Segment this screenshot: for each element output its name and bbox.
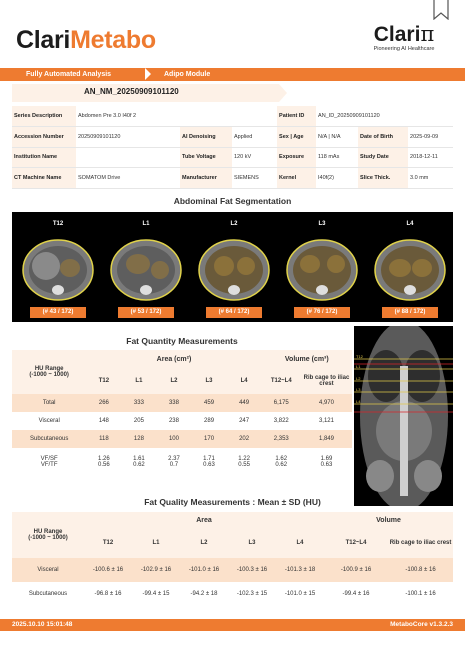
slice-thick-value: 3.0 mm: [408, 168, 453, 189]
ct-slice-image: [196, 234, 272, 306]
table-row: Visceral -100.6 ± 16 -102.9 ± 16 -101.0 ± 16 -100.3 ± 16 -101.3 ± 18 -100.9 ± 16 -100.8 ± 16: [12, 558, 453, 582]
volume-header: Volume: [376, 516, 401, 524]
tube-voltage-label: Tube Voltage: [180, 147, 232, 168]
volume-header: Volume (cm³): [284, 355, 329, 363]
software-version: MetaboCore v1.3.2.3: [390, 621, 453, 628]
ct-slice-image: [20, 234, 96, 306]
ct-slice-image: [284, 234, 360, 306]
slice-index: (# 76 / 172): [294, 307, 350, 318]
coronal-label-l2: L2: [356, 376, 361, 381]
coronal-label-l3: L3: [356, 387, 361, 392]
study-id-bar: [12, 84, 279, 102]
coronal-label-l1: L1: [356, 364, 361, 369]
patient-id-label: Patient ID: [277, 106, 316, 127]
brand-name: Clari: [373, 23, 421, 46]
brand-pi-symbol: π: [420, 22, 435, 46]
col-rib-iliac: Rib cage to iliac crest: [389, 540, 452, 546]
quality-title: Fat Quality Measurements : Mean ± SD (HU): [144, 497, 321, 507]
patient-id-value: AN_ID_20250909101120: [316, 106, 453, 127]
manufacturer-value: SIEMENS: [232, 168, 277, 189]
report-timestamp: 2025.10.10 15:01:48: [12, 621, 73, 628]
sex-age-value: N/A | N/A: [316, 127, 358, 148]
hu-range-header: HU Range (-1000 ~ 1000): [28, 529, 68, 541]
coronal-label-l4: L4: [356, 399, 361, 404]
logo-part1: Clari: [16, 26, 71, 54]
slice-label: L3: [318, 221, 326, 227]
bookmark-icon: [431, 0, 451, 20]
exposure-value: 118 mAs: [316, 147, 358, 168]
exposure-label: Exposure: [277, 147, 316, 168]
accession-label: Accession Number: [12, 127, 76, 148]
col-l3: L3: [205, 378, 213, 384]
slice-index: (# 53 / 172): [118, 307, 174, 318]
manufacturer-label: Manufacturer: [180, 168, 232, 189]
patient-info-grid: [12, 106, 453, 189]
coronal-body-image: [354, 326, 453, 506]
ct-slice-t12: [16, 216, 100, 320]
coronal-label-t12: T12: [356, 354, 363, 359]
col-t12: T12: [98, 378, 110, 384]
col-l4: L4: [240, 378, 248, 384]
slice-label: L2: [230, 221, 238, 227]
area-header: Area: [196, 516, 212, 524]
area-header: Area (cm²): [156, 355, 192, 363]
sex-age-label: Sex | Age: [277, 127, 316, 148]
ct-slice-l2: [192, 216, 276, 320]
ai-denoising-value: Applied: [232, 127, 277, 148]
col-rib-iliac: Rib cage to iliac crest: [303, 375, 350, 387]
dob-value: 2025-09-09: [408, 127, 453, 148]
col-t12-l4: T12~L4: [270, 378, 292, 384]
study-date-label: Study Date: [358, 147, 408, 168]
col-l1: L1: [135, 378, 143, 384]
col-l3: L3: [248, 540, 256, 546]
ct-slice-image: [372, 234, 448, 306]
table-row: Total 266 333 338 459 449 6,175 4,970: [12, 394, 352, 412]
report-footer: [0, 619, 465, 631]
brand-logo: [359, 22, 449, 52]
logo-part2: Metabo: [70, 26, 156, 54]
study-date-value: 2018-12-11: [408, 147, 453, 168]
ribbon-arrow-icon: [145, 68, 151, 80]
ratio-row: VF/SF VF/TF 1.26 0.56 1.61 0.62 2.37 0.7 1.71 0.63 1.22 0.55 1.62 0.62 1.69 0.63: [40, 456, 333, 468]
app-logo: [16, 26, 156, 55]
series-description-value: Abdomen Pre 3.0 I40f 2: [76, 106, 277, 127]
ct-machine-label: CT Machine Name: [12, 168, 76, 189]
col-t12-l4: T12~L4: [345, 540, 367, 546]
kernel-label: Kernel: [277, 168, 316, 189]
col-l4: L4: [296, 540, 304, 546]
ct-slice-image: [108, 234, 184, 306]
slice-index: (# 88 / 172): [382, 307, 438, 318]
slice-index: (# 64 / 172): [206, 307, 262, 318]
brand-tagline: Pioneering AI Healthcare: [373, 46, 435, 52]
col-l1: L1: [152, 540, 160, 546]
kernel-value: I40f(2): [316, 168, 358, 189]
ct-slice-l1: [104, 216, 188, 320]
fat-quality-table: [12, 512, 453, 606]
hu-range-header: HU Range (-1000 ~ 1000): [29, 366, 69, 378]
study-id: AN_NM_20250909101120: [84, 87, 179, 96]
slice-index: (# 43 / 172): [30, 307, 86, 318]
workflow-ribbon: [0, 68, 465, 81]
col-t12: T12: [102, 540, 114, 546]
slice-thick-label: Slice Thick.: [358, 168, 408, 189]
tube-voltage-value: 120 kV: [232, 147, 277, 168]
col-l2: L2: [170, 378, 178, 384]
table-row: Visceral 148 205 238 289 247 3,822 3,121: [38, 418, 334, 424]
ribbon-step-analysis: Fully Automated Analysis: [26, 71, 112, 78]
coronal-ct-image: [354, 326, 453, 506]
dob-label: Date of Birth: [358, 127, 408, 148]
slice-label: L4: [406, 221, 414, 227]
series-description-label: Series Description: [12, 106, 76, 127]
col-l2: L2: [200, 540, 208, 546]
table-row: Subcutaneous 118 128 100 170 202 2,353 1,849: [12, 430, 352, 448]
ct-machine-value: SOMATOM Drive: [76, 168, 180, 189]
ct-slice-l3: [280, 216, 364, 320]
institution-label: Institution Name: [12, 147, 76, 168]
ribbon-step-module: Adipo Module: [164, 71, 211, 78]
ct-slice-l4: [368, 216, 452, 320]
quantity-title: Fat Quantity Measurements: [126, 336, 238, 346]
ct-slices-strip: [12, 212, 453, 322]
slice-label: L1: [142, 221, 150, 227]
slice-label: T12: [52, 221, 64, 227]
table-row: Subcutaneous -96.8 ± 16 -99.4 ± 15 -94.2 ± 18 -102.3 ± 15 -101.0 ± 15 -99.4 ± 16 -100.1 ± 16: [28, 591, 436, 597]
institution-value: [76, 147, 180, 168]
accession-value: 20250909101120: [76, 127, 180, 148]
segmentation-title: Abdominal Fat Segmentation: [173, 196, 292, 206]
ai-denoising-label: AI Denoising: [180, 127, 232, 148]
fat-quantity-table: [12, 350, 352, 476]
